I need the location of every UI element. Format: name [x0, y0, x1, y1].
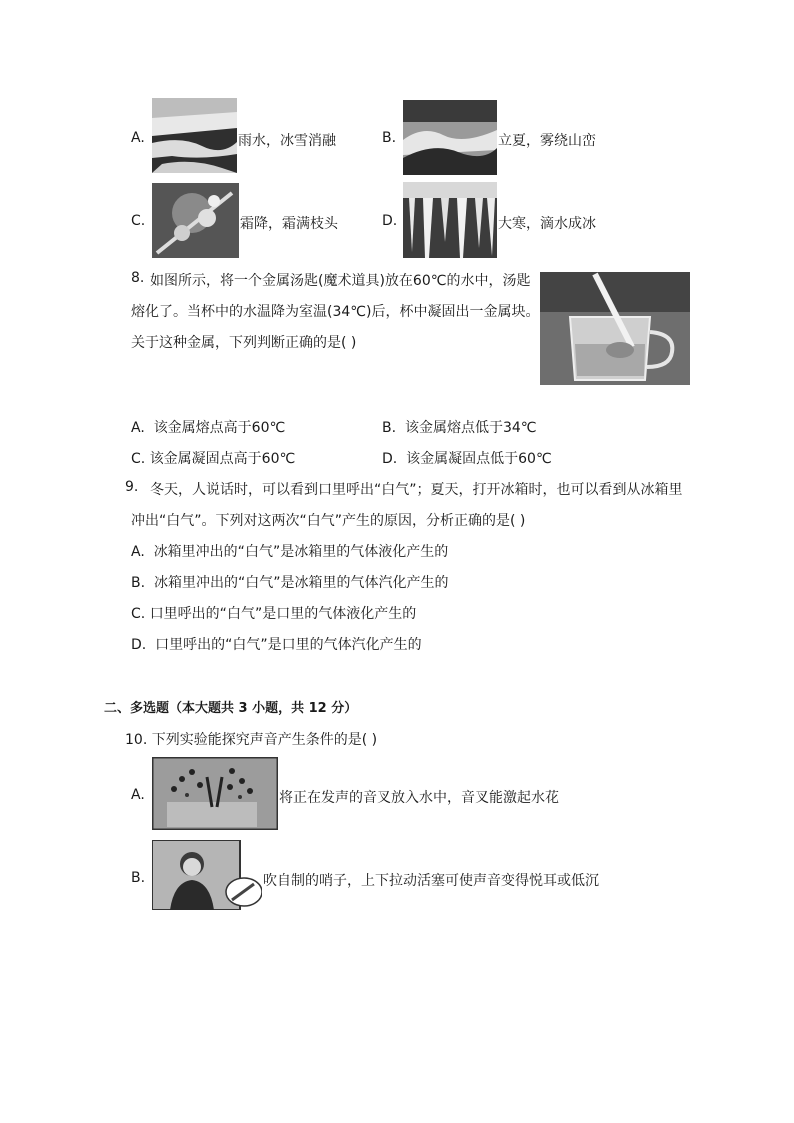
q7-option-a-letter: A.: [131, 130, 145, 146]
q8-option-b-letter: B.: [382, 420, 397, 436]
q8-option-c-text: 该金属凝固点高于60℃: [149, 451, 296, 467]
tuning-fork-water-photo: [152, 757, 278, 830]
q9-number: 9.: [125, 479, 139, 495]
q8-stem-line-1: 如图所示，将一个金属汤匙(魔术道具)放在60℃的水中，汤匙: [150, 273, 531, 289]
q7-option-d-letter: D.: [382, 213, 398, 229]
q7-option-c-text: 霜降，霜满枝头: [240, 216, 338, 232]
q9-option-c-letter: C.: [131, 606, 146, 622]
q7-option-c-letter: C.: [131, 213, 146, 229]
q8-number: 8.: [131, 270, 145, 286]
q8-option-b: [382, 417, 537, 437]
q10-option-a-letter: A.: [131, 787, 145, 803]
q9-option-a: [131, 541, 448, 561]
q8-option-a-letter: A.: [131, 420, 145, 436]
q8-stem-line-2: 熔化了。当杯中的水温降为室温(34℃)后，杯中凝固出一金属块。: [131, 304, 540, 320]
q10-option-b-letter: B.: [131, 870, 146, 886]
q9-option-a-text: 冰箱里冲出的“白气”是冰箱里的气体液化产生的: [153, 544, 449, 560]
q8-option-a-text: 该金属熔点高于60℃: [153, 420, 286, 436]
q10-option-b-text: 吹自制的哨子，上下拉动活塞可使声音变得悦耳或低沉: [263, 873, 599, 889]
q9-option-b-letter: B.: [131, 575, 146, 591]
q9-option-d-text: 口里呼出的“白气”是口里的气体汽化产生的: [155, 637, 422, 653]
section-heading-multiple-choice: 二、多选题（本大题共 3 小题，共 12 分）: [104, 701, 358, 716]
q8-stem-line-3: 关于这种金属，下列判断正确的是( ): [131, 335, 357, 351]
q8-option-d-letter: D.: [382, 451, 398, 467]
q8-option-c-letter: C.: [131, 451, 146, 467]
snow-thaw-photo: [152, 98, 237, 173]
q10-option-a-text: 将正在发声的音叉放入水中，音叉能激起水花: [279, 790, 559, 806]
q7-option-b-text: 立夏，雾绕山峦: [498, 133, 596, 149]
q7-option-b-letter: B.: [382, 130, 397, 146]
icicles-photo: [403, 182, 497, 258]
q9-option-d-letter: D.: [131, 637, 147, 653]
q8-option-b-text: 该金属熔点低于34℃: [404, 420, 537, 436]
q9-option-c-text: 口里呼出的“白气”是口里的气体液化产生的: [149, 606, 417, 622]
q9-option-c: [131, 603, 416, 623]
foggy-mountain-photo: [403, 100, 497, 175]
frosted-branch-photo: [152, 183, 239, 258]
q8-option-d: [382, 448, 552, 468]
q9-option-d: [131, 634, 422, 654]
q9-option-b-text: 冰箱里冲出的“白气”是冰箱里的气体汽化产生的: [153, 575, 449, 591]
q8-option-d-text: 该金属凝固点低于60℃: [406, 451, 552, 467]
q7-option-a-text: 雨水，冰雪消融: [238, 133, 336, 149]
whistle-boy-photo: [152, 840, 262, 910]
q9-stem-line-2: 冲出“白气”。下列对这两次“白气”产生的原因，分析正确的是( ): [131, 513, 526, 529]
q8-option-a: [131, 417, 285, 437]
q9-option-b: [131, 572, 448, 592]
q9-stem-line-1: 冬天，人说话时，可以看到口里呼出“白气”；夏天，打开冰箱时，也可以看到从冰箱里: [150, 482, 683, 498]
q8-option-c: [131, 448, 295, 468]
melting-spoon-cup-photo: [540, 272, 690, 385]
q7-option-d-text: 大寒，滴水成冰: [498, 216, 596, 232]
q9-option-a-letter: A.: [131, 544, 145, 560]
q10-stem: 10. 下列实验能探究声音产生条件的是( ): [125, 732, 378, 748]
